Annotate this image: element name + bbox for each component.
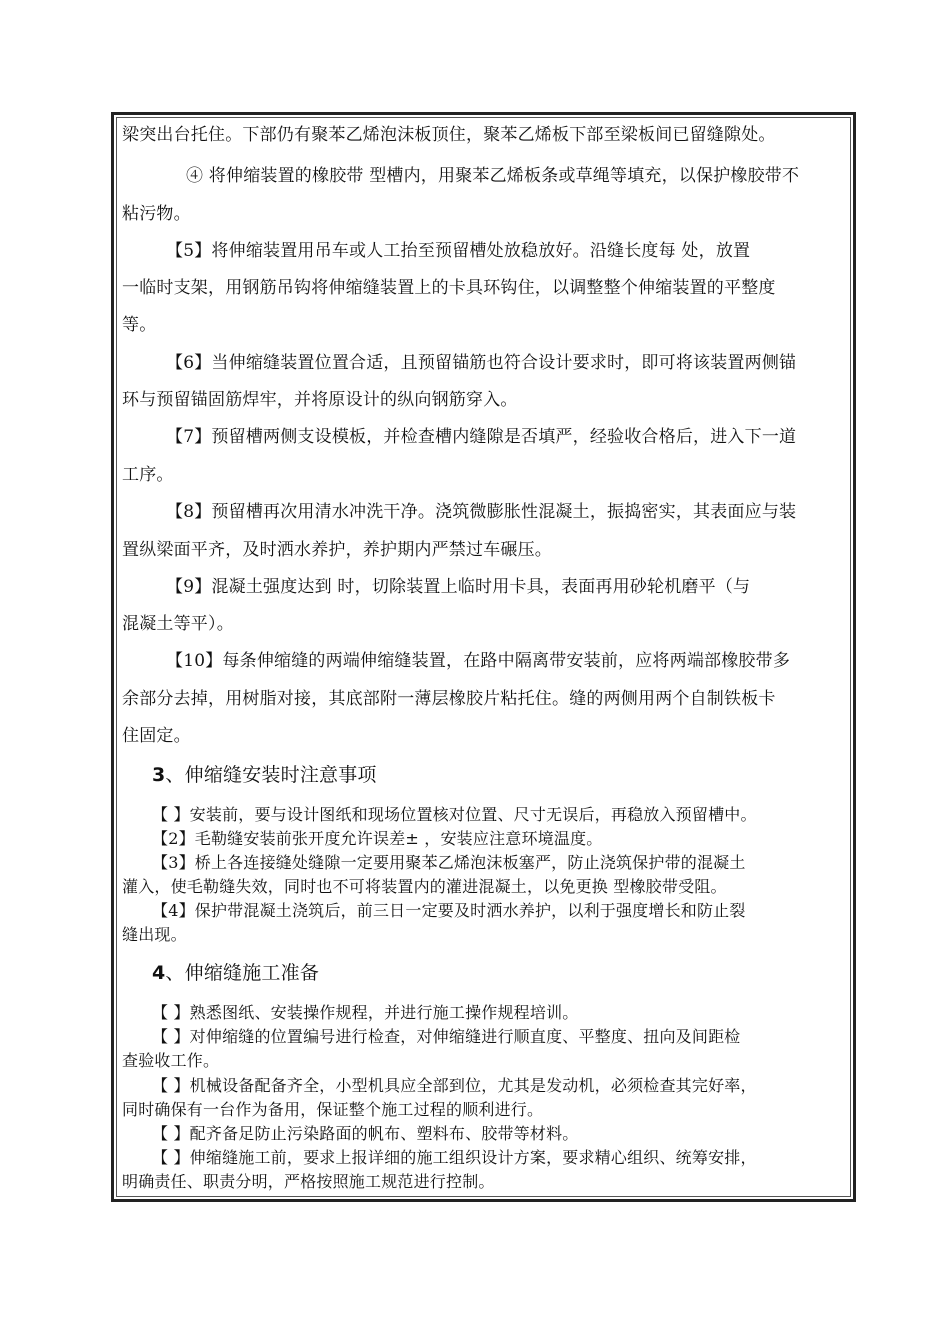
section-3-line: 【3】桥上各连接缝处缝隙一定要用聚苯乙烯泡沫板塞严，防止浇筑保护带的混凝土 — [152, 853, 746, 872]
section-4-line: 【 】对伸缩缝的位置编号进行检查，对伸缩缝进行顺直度、平整度、扭向及间距检 — [152, 1027, 741, 1046]
section-3-heading — [152, 760, 377, 787]
section-4-number: 4 — [152, 962, 166, 984]
paragraph-line: 环与预留锚固筋焊牢，并将原设计的纵向钢筋穿入。 — [122, 390, 518, 410]
paragraph-line: 一临时支架，用钢筋吊钩将伸缩缝装置上的卡具环钩住，以调整整个伸缩装置的平整度 — [122, 278, 776, 298]
section-3-line: 缝出现。 — [122, 925, 187, 944]
section-4-line: 明确责任、职责分明，严格按照施工规范进行控制。 — [122, 1172, 495, 1191]
paragraph-line: 【10】每条伸缩缝的两端伸缩缝装置，在路中隔离带安装前，应将两端部橡胶带多 — [166, 651, 791, 671]
paragraph-line: 【9】混凝土强度达到 时，切除装置上临时用卡具，表面再用砂轮机磨平（与 — [166, 577, 751, 597]
paragraph-line: 住固定。 — [122, 726, 191, 746]
paragraph-line: 混凝土等平）。 — [122, 614, 234, 634]
section-3-number: 3 — [152, 764, 166, 786]
paragraph-line: 粘污物。 — [122, 204, 191, 224]
paragraph-line: 等。 — [122, 315, 157, 335]
paragraph-line: 【5】将伸缩装置用吊车或人工抬至预留槽处放稳放好。沿缝长度每 处，放置 — [166, 241, 751, 261]
paragraph-line: 【8】预留槽再次用清水冲洗干净。浇筑微膨胀性混凝土，振捣密实，其表面应与装 — [166, 502, 797, 522]
section-4-line: 【 】伸缩缝施工前，要求上报详细的施工组织设计方案，要求精心组织、统筹安排， — [152, 1148, 757, 1167]
paragraph-line: ④ 将伸缩装置的橡胶带 型槽内，用聚苯乙烯板条或草绳等填充，以保护橡胶带不 — [186, 166, 800, 186]
paragraph-line: 余部分去掉，用树脂对接，其底部附一薄层橡胶片粘托住。缝的两侧用两个自制铁板卡 — [122, 689, 776, 709]
section-4-line: 【 】配齐备足防止污染路面的帆布、塑料布、胶带等材料。 — [152, 1124, 579, 1143]
section-3-line: 【4】保护带混凝土浇筑后，前三日一定要及时洒水养护，以利于强度增长和防止裂 — [152, 901, 746, 920]
paragraph-line: 【6】当伸缩缝装置位置合适，且预留锚筋也符合设计要求时，即可将该装置两侧锚 — [166, 353, 797, 373]
section-3-line: 灌入，使毛勒缝失效，同时也不可将装置内的灌进混凝土，以免更换 型橡胶带受阻。 — [122, 877, 727, 896]
paragraph-line: 【7】预留槽两侧支设模板，并检查槽内缝隙是否填严，经验收合格后，进入下一道 — [166, 427, 797, 447]
section-4-heading — [152, 958, 319, 985]
section-3-line: 【2】毛勒缝安装前张开度允许误差± ，安装应注意环境温度。 — [152, 829, 603, 848]
section-4-line: 【 】熟悉图纸、安装操作规程，并进行施工操作规程培训。 — [152, 1003, 579, 1022]
section-4-line: 查验收工作。 — [122, 1051, 220, 1070]
paragraph-line: 梁突出台托住。下部仍有聚苯乙烯泡沫板顶住，聚苯乙烯板下部至梁板间已留缝隙处。 — [122, 125, 776, 145]
section-4-line: 【 】机械设备配备齐全，小型机具应全部到位，尤其是发动机，必须检查其完好率， — [152, 1076, 757, 1095]
section-4-line: 同时确保有一台作为备用，保证整个施工过程的顺利进行。 — [122, 1100, 544, 1119]
section-3-line: 【 】安装前，要与设计图纸和现场位置核对位置、尺寸无误后，再稳放入预留槽中。 — [152, 805, 757, 824]
section-3-title: 、伸缩缝安装时注意事项 — [165, 764, 377, 786]
section-4-title: 、伸缩缝施工准备 — [165, 962, 320, 984]
paragraph-line: 工序。 — [122, 465, 174, 485]
paragraph-line: 置纵梁面平齐，及时洒水养护，养护期内严禁过车碾压。 — [122, 540, 552, 560]
